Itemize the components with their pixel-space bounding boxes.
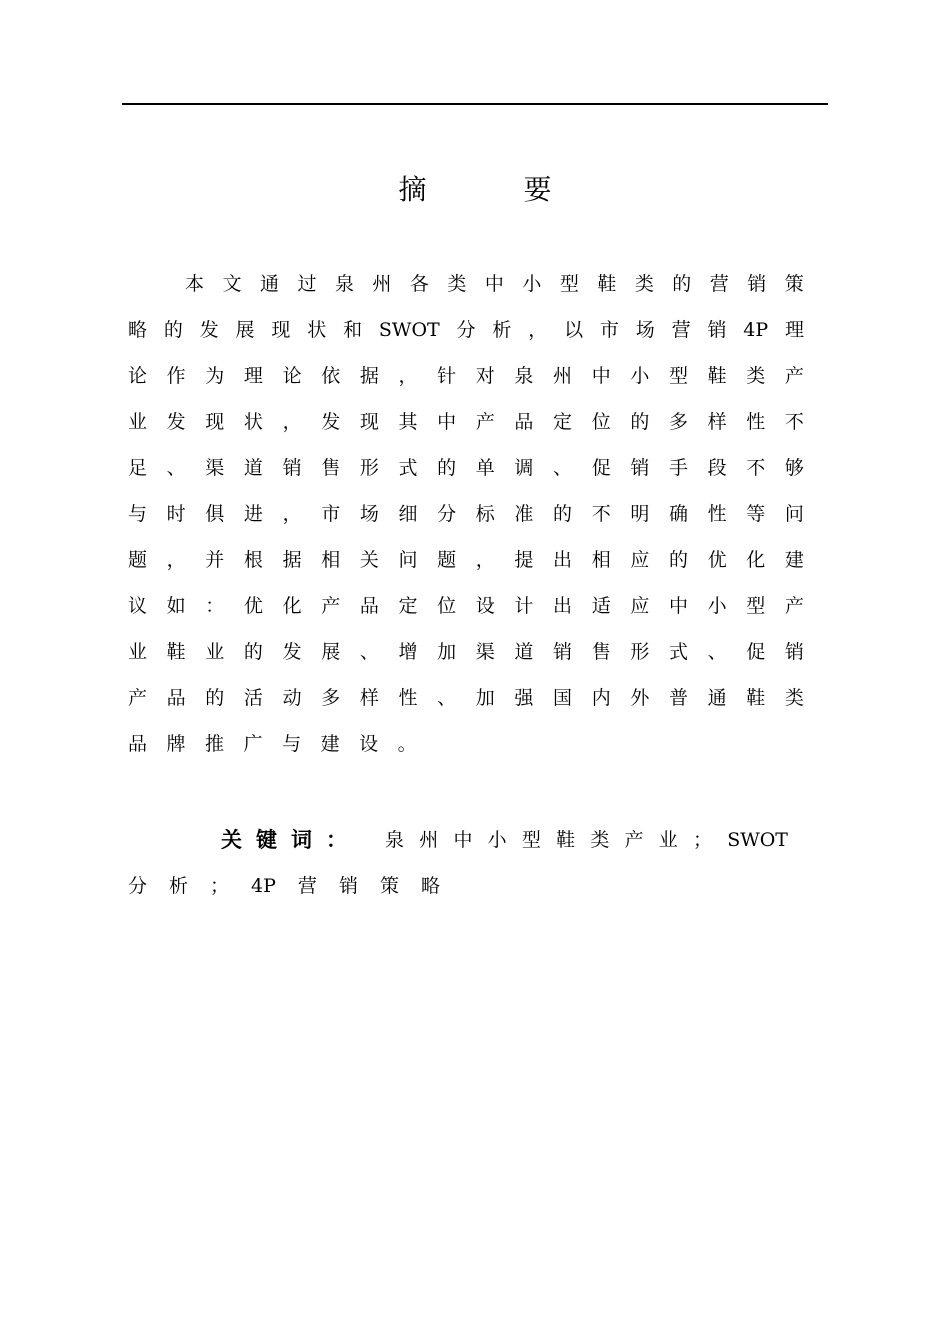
abstract-line: 业 发 现 状 ， 发 现 其 中 产 品 定 位 的 多 样 性 不: [128, 411, 804, 433]
abstract-line: 议 如 ： 优 化 产 品 定 位 设 计 出 适 应 中 小 型 产: [128, 595, 804, 617]
keywords-line-2: 分 析 ； 4P 营 销 策 略: [128, 875, 440, 897]
abstract-line: 题 ， 并 根 据 相 关 问 题 ， 提 出 相 应 的 优 化 建: [128, 549, 804, 571]
abstract-line: 品 牌 推 广 与 建 设 。: [128, 733, 417, 755]
keywords-label: 关键词：: [221, 828, 361, 852]
abstract-line: 产 品 的 活 动 多 样 性 、 加 强 国 内 外 普 通 鞋 类: [128, 687, 804, 709]
keywords-line-1: [128, 817, 788, 863]
keywords-text-1: 泉 州 中 小 型 鞋 类 产 业 ； SWOT: [385, 829, 788, 851]
abstract-line: 与 时 俱 进 ， 市 场 细 分 标 准 的 不 明 确 性 等 问: [128, 503, 804, 525]
abstract-line: 略 的 发 展 现 状 和 SWOT 分 析 ， 以 市 场 营 销 4P 理: [128, 319, 804, 341]
abstract-line: 业 鞋 业 的 发 展 、 增 加 渠 道 销 售 形 式 、 促 销: [128, 641, 804, 663]
header-rule: [122, 103, 828, 105]
abstract-line: 本 文 通 过 泉 州 各 类 中 小 型 鞋 类 的 营 销 策: [185, 273, 804, 295]
keywords-section: [128, 817, 788, 909]
abstract-line: 足 、 渠 道 销 售 形 式 的 单 调 、 促 销 手 段 不 够: [128, 457, 804, 479]
abstract-line: 论 作 为 理 论 依 据 ， 针 对 泉 州 中 小 型 鞋 类 产: [128, 365, 804, 387]
abstract-body: [128, 261, 804, 767]
page-title: 摘 要: [398, 173, 596, 206]
